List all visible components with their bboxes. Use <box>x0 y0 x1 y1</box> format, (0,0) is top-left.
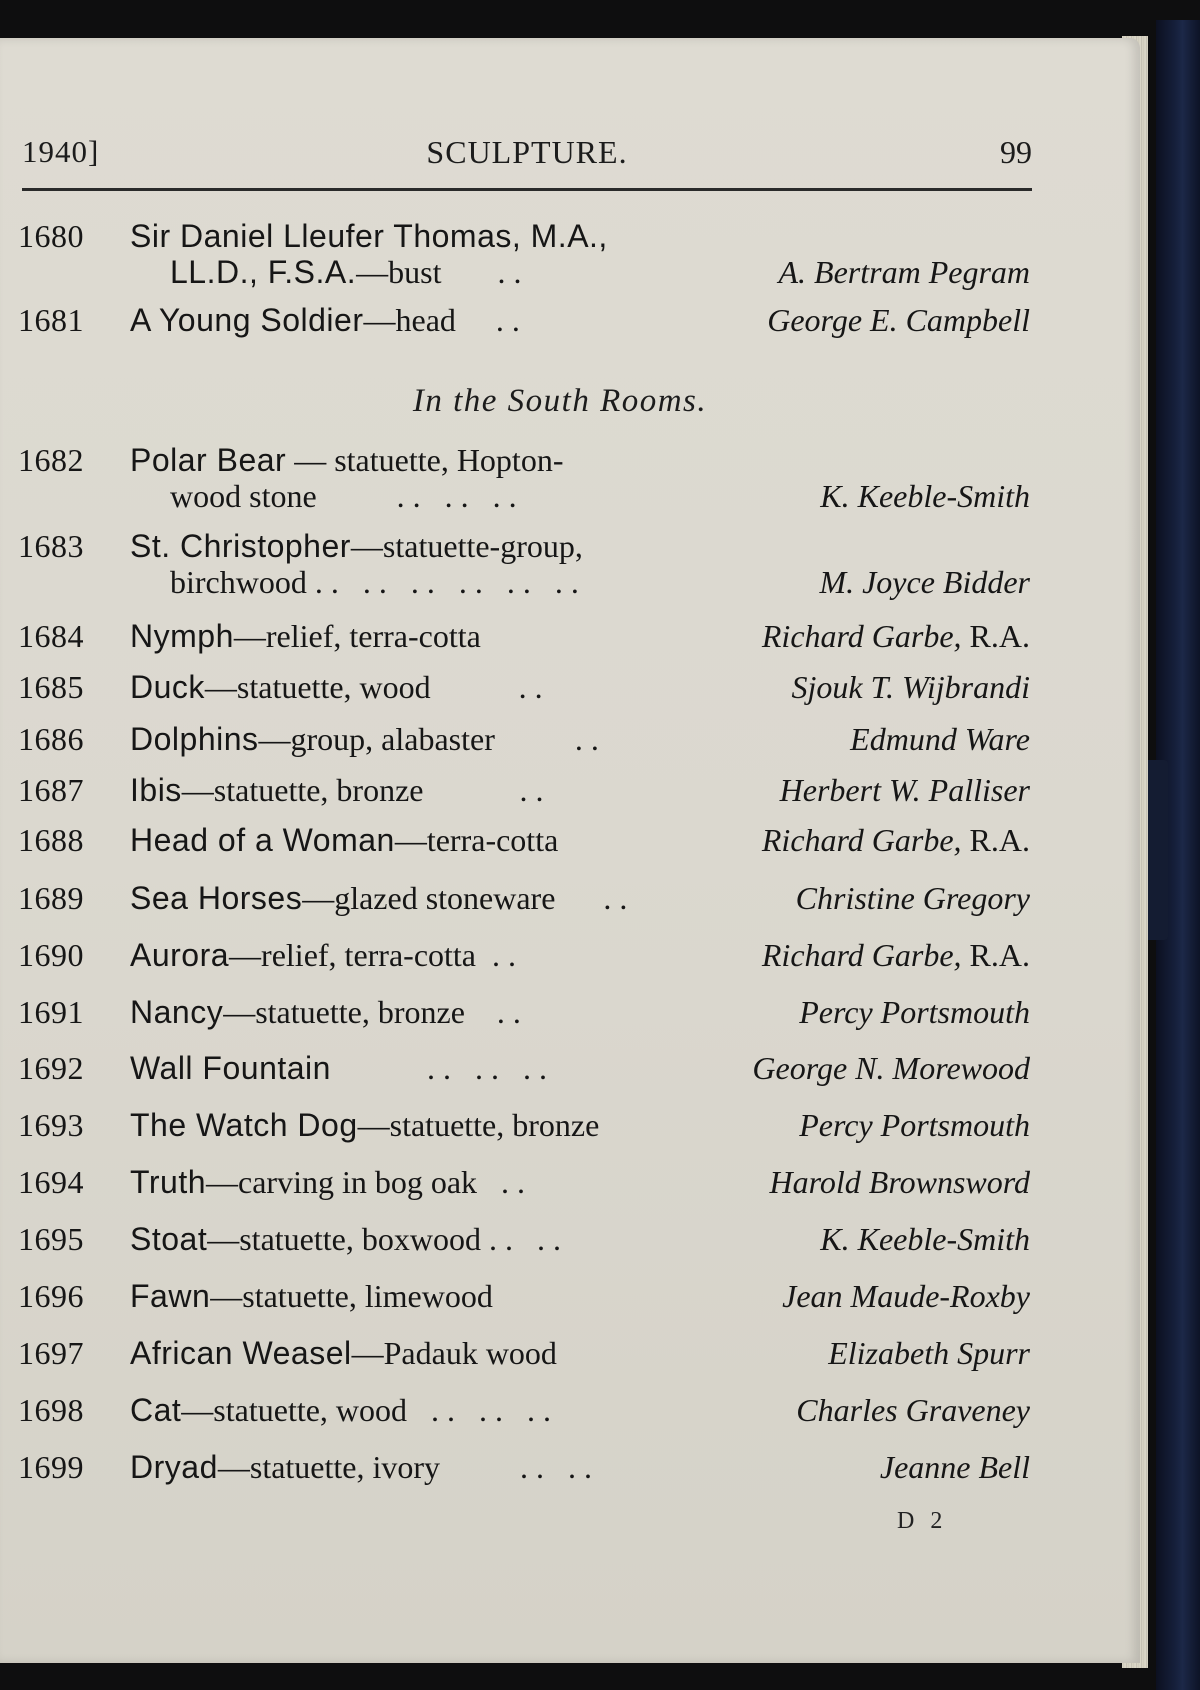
signature-mark: D 2 <box>897 1508 948 1534</box>
entry-description: —statuette, wood <box>181 1392 408 1428</box>
entry-title-line <box>130 822 558 859</box>
entry-artist <box>767 302 1030 339</box>
catalogue-entry <box>0 528 1040 618</box>
entry-number: 1697 <box>18 1335 84 1371</box>
dot-leader: .. <box>518 669 551 705</box>
dot-leader: .. <box>497 254 530 290</box>
entry-title: Ibis <box>130 772 182 808</box>
entry-description: —relief, terra-cotta <box>229 937 476 973</box>
artist-name: Richard Garbe, <box>761 937 962 973</box>
artist-name: M. Joyce Bidder <box>819 564 1030 600</box>
artist-name: A. Bertram Pegram <box>778 254 1030 290</box>
entry-title-line <box>130 1050 555 1087</box>
entry-artist <box>819 564 1030 601</box>
entry-title: Truth <box>130 1164 206 1200</box>
entry-number: 1686 <box>18 721 84 757</box>
artist-suffix: R.A. <box>961 937 1030 973</box>
entry-title: Polar Bear <box>130 442 287 478</box>
entry-title: St. Christopher <box>130 528 351 564</box>
entry-title-line <box>130 302 528 339</box>
entry-title-line <box>130 1335 557 1372</box>
entry-title-line <box>130 528 583 565</box>
entry-description: —bust <box>356 254 442 290</box>
entry-title: Aurora <box>130 937 230 973</box>
entry-number: 1690 <box>18 937 84 973</box>
dot-leader: .. .. .. .. .. .. <box>314 564 587 600</box>
entry-title-line <box>130 721 607 758</box>
dot-leader: .. .. .. <box>426 1050 555 1086</box>
entry-title-line <box>130 772 551 809</box>
entry-number: 1688 <box>18 822 84 858</box>
entry-number: 1695 <box>18 1221 84 1257</box>
entry-artist <box>762 822 1030 859</box>
artist-name: Elizabeth Spurr <box>828 1335 1030 1371</box>
section-heading: In the South Rooms. <box>412 383 708 419</box>
artist-name: Percy Portsmouth <box>799 1107 1030 1143</box>
entry-title-line <box>130 937 524 974</box>
page-number: 99 <box>1000 134 1032 170</box>
entry-title-line <box>130 218 608 255</box>
entry-artist <box>782 1278 1030 1315</box>
catalogue-entry <box>0 1449 1040 1539</box>
entry-title: Sir Daniel Lleufer Thomas, M.A., <box>130 218 608 254</box>
dot-leader: .. .. .. <box>396 478 525 514</box>
entry-number: 1693 <box>18 1107 84 1143</box>
entry-title: African Weasel <box>130 1335 352 1371</box>
entry-title: Cat <box>130 1392 182 1428</box>
entry-title-line <box>130 618 513 655</box>
artist-name: Percy Portsmouth <box>799 994 1030 1030</box>
entry-description: —relief, terra-cotta <box>233 618 481 654</box>
entry-number: 1692 <box>18 1050 84 1086</box>
entry-artist <box>762 618 1030 655</box>
entry-title-line <box>130 1221 569 1258</box>
entry-title-line <box>130 1164 533 1201</box>
dot-leader: .. <box>492 937 524 973</box>
entry-number: 1683 <box>18 528 84 564</box>
dot-leader: .. .. <box>520 1449 601 1485</box>
entry-number: 1687 <box>18 772 84 808</box>
entry-number: 1691 <box>18 994 84 1030</box>
entry-number: 1689 <box>18 880 84 916</box>
entry-artist <box>820 478 1030 515</box>
entry-artist <box>828 1335 1030 1372</box>
artist-name: Richard Garbe, <box>761 822 962 858</box>
artist-name: Sjouk T. Wijbrandi <box>791 669 1030 705</box>
dot-leader: .. <box>496 994 529 1030</box>
entry-description: —group, alabaster <box>258 721 495 757</box>
entry-title: Dolphins <box>130 721 259 757</box>
artist-name: Harold Brownsword <box>769 1164 1030 1200</box>
entry-description: —statuette, limewood <box>210 1278 493 1314</box>
entry-artist <box>778 254 1030 291</box>
entry-title-line <box>130 994 529 1031</box>
entry-description: —carving in bog oak <box>206 1164 478 1200</box>
entry-title: Stoat <box>130 1221 208 1257</box>
entry-description: —statuette, bronze <box>357 1107 600 1143</box>
entry-description: —statuette, boxwood <box>207 1221 481 1257</box>
entry-description: —statuette, ivory <box>217 1449 441 1485</box>
artist-name: Charles Graveney <box>796 1392 1030 1428</box>
entry-number: 1699 <box>18 1449 84 1485</box>
entry-description-cont: wood stone <box>170 478 317 514</box>
entry-title-line <box>130 442 563 479</box>
entry-title-line <box>130 1107 599 1144</box>
entry-artist <box>770 1164 1030 1201</box>
entry-description-cont: birchwood <box>170 564 307 600</box>
entry-description: —statuette-group, <box>350 528 583 564</box>
dot-leader: .. <box>603 880 636 916</box>
catalogue-entry <box>0 302 1040 392</box>
entry-description: — statuette, Hopton- <box>286 442 564 478</box>
dot-leader: .. .. .. <box>431 1392 560 1428</box>
entry-title: Dryad <box>130 1449 218 1485</box>
entry-artist <box>799 1107 1030 1144</box>
entry-description: —statuette, bronze <box>223 994 465 1030</box>
dot-leader: .. <box>495 302 528 338</box>
artist-name: Herbert W. Palliser <box>779 772 1030 808</box>
artist-name: George E. Campbell <box>767 302 1030 338</box>
artist-name: Jean Maude-Roxby <box>782 1278 1030 1314</box>
artist-name: Christine Gregory <box>795 880 1030 916</box>
entry-description: —statuette, bronze <box>181 772 424 808</box>
entry-number: 1694 <box>18 1164 84 1200</box>
entry-continuation-line <box>170 254 529 291</box>
entry-title-line <box>130 1278 493 1315</box>
artist-name: K. Keeble-Smith <box>820 478 1030 514</box>
entry-artist <box>820 1221 1030 1258</box>
entry-number: 1681 <box>18 302 84 338</box>
entry-artist <box>791 669 1030 706</box>
entry-description: —glazed stoneware <box>302 880 556 916</box>
entry-continuation-line <box>170 478 525 515</box>
artist-suffix: R.A. <box>961 618 1030 654</box>
entry-description: —head <box>363 302 456 338</box>
entry-title: Wall Fountain <box>130 1050 331 1086</box>
artist-name: Jeanne Bell <box>879 1449 1030 1485</box>
entry-number: 1682 <box>18 442 84 478</box>
entry-number: 1698 <box>18 1392 84 1428</box>
entry-title: Duck <box>130 669 205 705</box>
entry-artist <box>752 1050 1030 1087</box>
header-year: 1940] <box>22 134 100 169</box>
entry-title-line <box>130 880 635 917</box>
entry-title: Sea Horses <box>130 880 303 916</box>
entry-title: Nancy <box>130 994 224 1030</box>
artist-name: Richard Garbe, <box>761 618 962 654</box>
entry-artist <box>796 1392 1030 1429</box>
entry-artist <box>850 721 1030 758</box>
entry-artist <box>780 772 1030 809</box>
entry-artist <box>762 937 1030 974</box>
entry-continuation-line <box>170 564 587 601</box>
dot-leader: .. <box>519 772 552 808</box>
dot-leader: .. <box>574 721 607 757</box>
entry-title: Fawn <box>130 1278 211 1314</box>
entry-number: 1680 <box>18 218 84 254</box>
entry-title: Head of a Woman <box>130 822 395 858</box>
entry-title: Nymph <box>130 618 234 654</box>
entry-artist <box>799 994 1030 1031</box>
dot-leader: .. .. <box>488 1221 569 1257</box>
entry-title-line <box>130 1392 559 1429</box>
artist-suffix: R.A. <box>961 822 1030 858</box>
artist-name: George N. Morewood <box>752 1050 1030 1086</box>
artist-name: K. Keeble-Smith <box>820 1221 1030 1257</box>
entry-description: —terra-cotta <box>394 822 559 858</box>
entry-title-cont: LL.D., F.S.A. <box>170 254 357 290</box>
running-header <box>22 134 1032 184</box>
entry-number: 1684 <box>18 618 84 654</box>
page-title: SCULPTURE. <box>426 134 628 170</box>
catalogue-entry <box>0 218 1040 308</box>
header-rule <box>22 188 1032 191</box>
entry-title: A Young Soldier <box>130 302 364 338</box>
dot-leader: .. <box>501 1164 534 1200</box>
entry-title: The Watch Dog <box>130 1107 358 1143</box>
entry-number: 1696 <box>18 1278 84 1314</box>
catalogue-entry <box>0 442 1040 532</box>
entry-artist <box>796 880 1030 917</box>
entry-number: 1685 <box>18 669 84 705</box>
artist-name: Edmund Ware <box>850 721 1030 757</box>
entry-description: —statuette, wood <box>204 669 431 705</box>
entry-description: —Padauk wood <box>351 1335 557 1371</box>
entry-title-line <box>130 669 551 706</box>
entry-title-line <box>130 1449 600 1486</box>
entry-artist <box>880 1449 1030 1486</box>
